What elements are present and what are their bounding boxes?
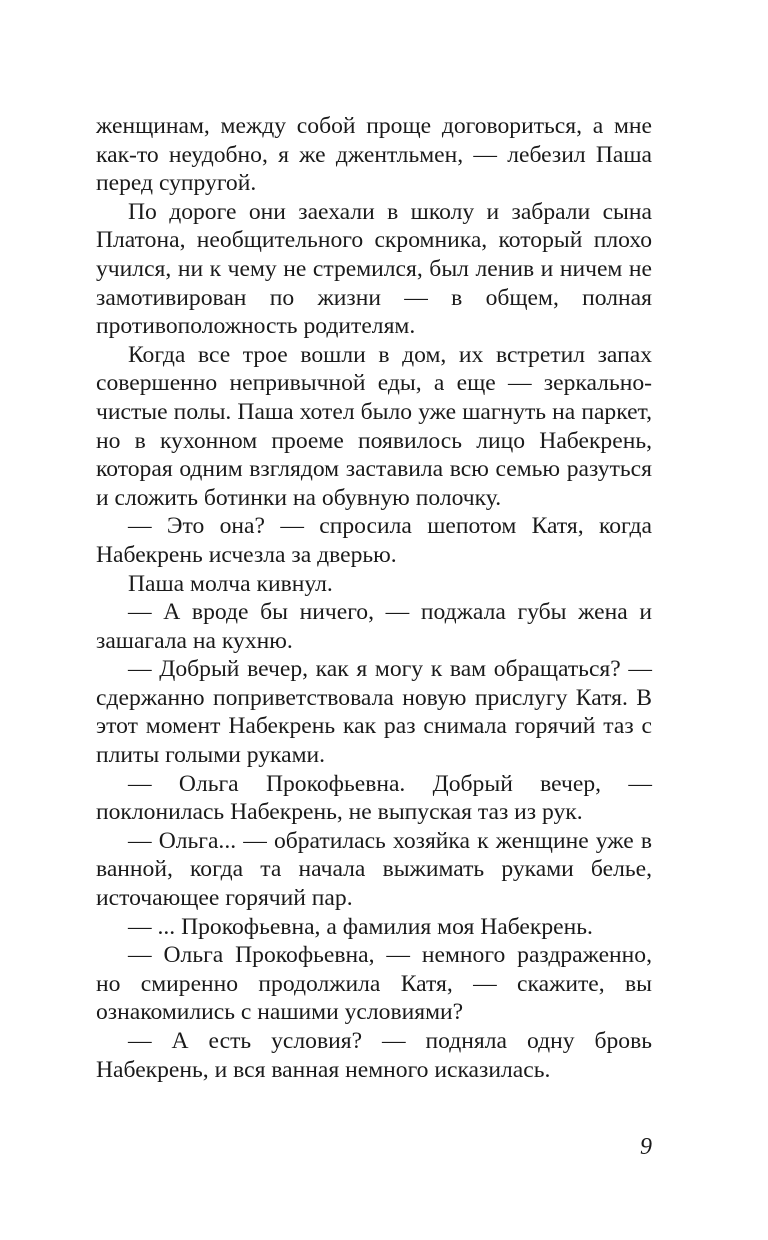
paragraph: — Это она? — спросила шепотом Катя, когда Набекрень исчезла за дверью. — [96, 513, 652, 568]
paragraph: — А вроде бы ничего, — поджала губы жена и зашагала на кухню. — [96, 599, 652, 654]
paragraph: Паша молча кивнул. — [128, 570, 333, 597]
paragraph: — Добрый вечер, как я могу к вам обращаться? — сдержанно поприветствовала новую прислугу Катя. В этот момент Набекрень как раз снимала горячий таз с плиты голыми руками. — [96, 656, 652, 769]
paragraph: женщинам, между собой проще договориться, а мне как-то неудобно, я же джентльмен, — лебезил Паша перед супругой. — [96, 113, 652, 197]
paragraph: Когда все трое вошли в дом, их встретил запах совершенно непривычной еды, а еще — зеркально-чистые полы. Паша хотел было уже шагнуть на паркет, но в кухонном проеме появилось лицо Набекрень, которая одним взглядом заставила всю семью разуться и сложить ботинки на обувную полочку. — [96, 341, 652, 511]
paragraph: — А есть условия? — подняла одну бровь Набекрень, и вся ванная немного исказилась. — [96, 1028, 652, 1083]
page-text — [96, 112, 652, 1084]
paragraph: — Ольга Прокофьевна, — немного раздраженно, но смиренно продолжила Катя, — скажите, вы ознакомились с нашими условиями? — [96, 942, 652, 1026]
paragraph: — Ольга Прокофьевна. Добрый вечер, — поклонилась Набекрень, не выпуская таз из рук. — [96, 770, 652, 826]
paragraph: — Ольга... — обратилась хозяйка к женщине уже в ванной, когда та начала выжимать руками белье, источающее горячий пар. — [96, 827, 652, 912]
paragraph: — ... Прокофьевна, а фамилия моя Набекрень. — [128, 913, 593, 940]
paragraph: По дороге они заехали в школу и забрали сына Платона, необщительного скромника, который плохо учился, ни к чему не стремился, был ленив и ничем не замотивирован по жизни — в общем, полная противоположность родителям. — [96, 198, 652, 340]
page-number: 9 — [640, 1134, 652, 1160]
